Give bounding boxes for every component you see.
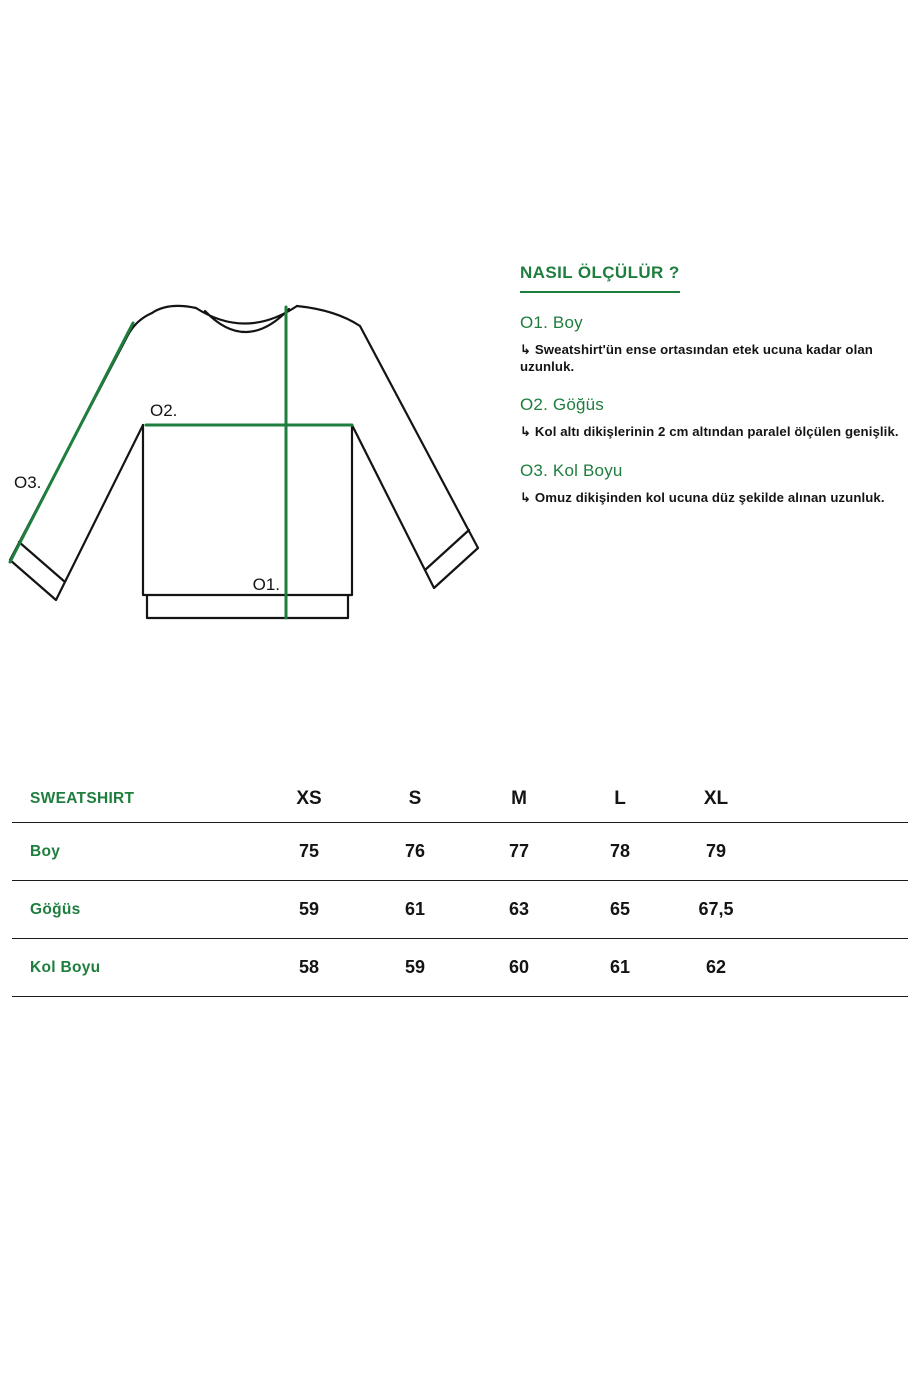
measure-item-description: ↳ Kol altı dikişlerinin 2 cm altından paralel ölçülen genişlik.	[520, 424, 899, 439]
size-row-label: Boy	[30, 842, 61, 860]
size-value-cell: 61	[404, 899, 426, 919]
left-sleeve-outline	[10, 313, 152, 600]
size-value-cell: 75	[298, 841, 320, 861]
how-to-measure-section	[520, 263, 908, 506]
size-table	[12, 776, 908, 997]
size-value-cell: 60	[508, 957, 530, 977]
measure-label-o2: O2.	[150, 401, 178, 420]
size-column-header-m: M	[511, 788, 527, 809]
measure-item-description: ↳ Omuz dikişinden kol ucuna düz şekilde alınan uzunluk.	[520, 489, 885, 505]
size-value-cell: 59	[404, 957, 426, 977]
right-sleeve-outline	[297, 306, 478, 588]
size-table-row-boy	[12, 823, 908, 881]
measure-item-label: O3. Kol Boyu	[520, 460, 623, 480]
size-row-label: Kol Boyu	[30, 958, 101, 976]
size-table-header-row	[12, 776, 908, 823]
size-row-label: Göğüs	[30, 900, 81, 918]
size-value-cell: 58	[298, 957, 320, 977]
size-column-header-s: S	[408, 788, 422, 809]
size-table-title: SWEATSHIRT	[30, 790, 135, 807]
size-value-cell: 78	[609, 841, 631, 861]
sweatshirt-illustration	[0, 280, 500, 640]
collar-outline	[196, 306, 297, 332]
size-table-row-kol-boyu	[12, 939, 908, 997]
size-value-cell: 61	[609, 957, 631, 977]
how-to-measure-title: NASIL ÖLÇÜLÜR ?	[520, 263, 680, 293]
size-value-cell: 67,5	[698, 899, 734, 919]
size-value-cell: 62	[705, 957, 727, 977]
measure-item-label: O1. Boy	[520, 313, 583, 332]
size-value-cell: 63	[508, 899, 530, 919]
measure-label-o3: O3.	[14, 473, 42, 492]
size-value-cell: 77	[508, 841, 530, 861]
sweatshirt-measurement-diagram	[0, 280, 500, 640]
measure-item-label: O2. Göğüs	[520, 395, 605, 414]
body-outline	[143, 425, 352, 618]
size-value-cell: 79	[705, 841, 727, 861]
measure-item-gogus	[520, 395, 908, 441]
left-shoulder-outline	[152, 306, 196, 313]
size-column-header-xs: XS	[296, 788, 322, 809]
measure-item-kol-boyu	[520, 461, 908, 507]
size-value-cell: 65	[609, 899, 631, 919]
size-table-row-gogus	[12, 881, 908, 939]
measure-item-boy	[520, 313, 908, 375]
size-column-header-xl: XL	[703, 788, 729, 809]
size-value-cell: 76	[404, 841, 426, 861]
measure-label-o1: O1.	[252, 575, 280, 594]
size-column-header-l: L	[614, 788, 626, 809]
measure-item-description: ↳ Sweatshirt'ün ense ortasından etek ucuna kadar olan uzunluk.	[520, 342, 873, 374]
measure-line-o3-sleeve	[10, 323, 133, 562]
size-value-cell: 59	[298, 899, 320, 919]
